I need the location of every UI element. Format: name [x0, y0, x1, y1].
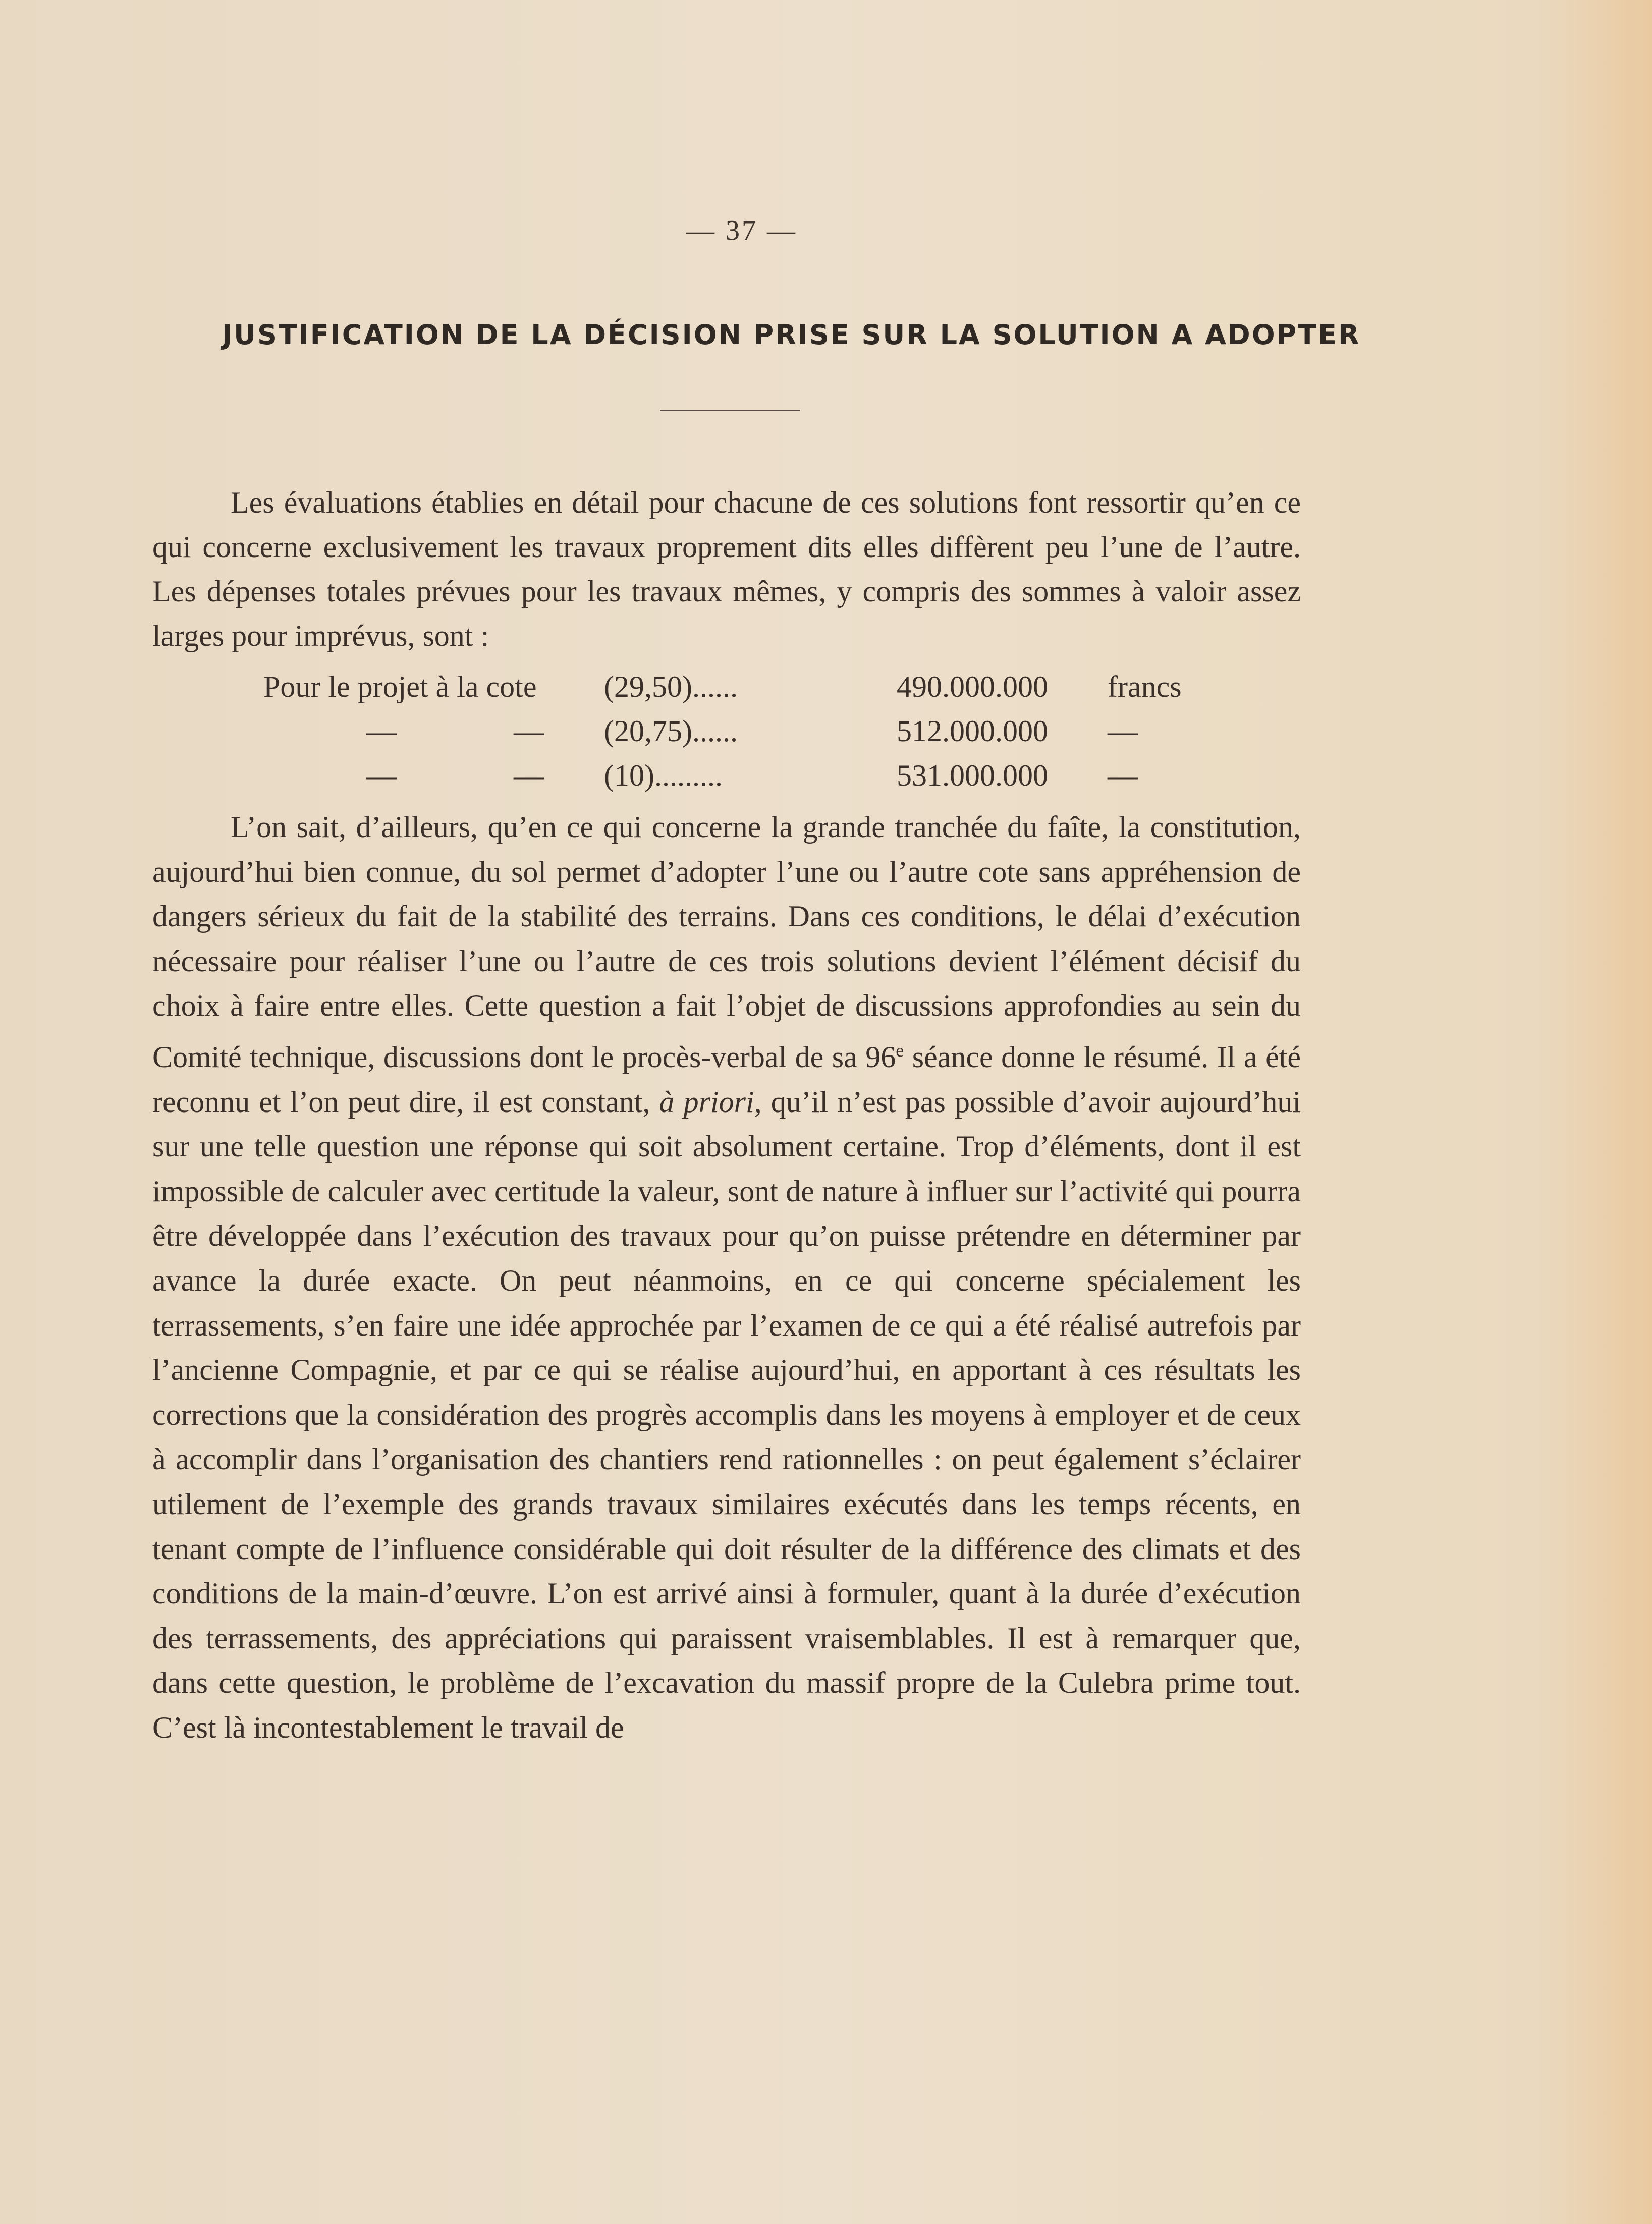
cost-amount: 512.000.000: [897, 714, 1048, 748]
cost-cote: (10).........: [604, 759, 723, 792]
ditto-dash: —: [366, 759, 397, 792]
heading-rule: [660, 410, 800, 411]
cost-row: [151, 709, 1312, 753]
ditto-dash: —: [366, 714, 397, 748]
italic-term: à priori: [659, 1085, 754, 1119]
ditto-dash: —: [514, 759, 544, 792]
text-run: , qu’il n’est pas possible d’avoir aujourd’hui sur une telle question une réponse qui soit absolument certaine. Trop d’éléments, dont il est impossible de calculer avec certitude la valeur, sont de nature à influer sur l’activité qui pourra être développée dans l’exécution des travaux pour qu’on puisse prétendre en déterminer par avance la durée exacte. On peut néanmoins, en ce qui concerne spécialement les terrassements, s’en faire une idée approchée par l’examen de ce qui a été réalisé autrefois par l’ancienne Compagnie, et par ce qui se réalise aujourd’hui, en apportant à ces résultats les corrections que la considération des progrès accomplis dans les moyens à employer et de ceux à accomplir dans l’organisation des chantiers rend rationnelles : on peut également s’éclairer utilement de l’exemple des grands travaux similaires exécutés dans les temps récents, en tenant compte de l’influence considérable qui doit résulter de la différence des climats et des conditions de la main-d’œuvre. L’on est arrivé ainsi à formuler, quant à la durée d’exécution des terrassements, des appréciations qui paraissent vraisemblables. Il est à remarquer que, dans cette question, le problème de l’excavation du massif propre de la Culebra prime tout. C’est là incontestablement le travail de: [152, 1085, 1301, 1744]
cost-amount: 490.000.000: [897, 670, 1048, 703]
cost-cote: (29,50)......: [604, 670, 738, 703]
cost-cote: (20,75)......: [604, 714, 738, 748]
cost-unit: —: [1108, 759, 1138, 792]
cost-row: [151, 664, 1312, 709]
text-run: séance donne le résumé. Il a été reconnu et l’on peut dire, il est constant,: [152, 1040, 1301, 1119]
paragraph-evaluations: [152, 480, 1301, 658]
superscript: e: [896, 1040, 904, 1061]
text-run: L’on sait, d’ailleurs, qu’en ce qui concerne la grande tranchée du faîte, la constitution, aujourd’hui bien connue, du sol permet d’adopter l’une ou l’autre cote sans appréhension de dangers sérieux du fait de la stabilité des terrains. Dans ces conditions, le délai d’exécution nécessaire pour réaliser l’une ou l’autre de ces trois solutions devient l’élément décisif du choix à faire entre elles. Cette question a fait l’objet de discussions approfondies au sein du Comité technique, discussions dont le procès-verbal de sa 96: [152, 810, 1301, 1074]
cost-amount: 531.000.000: [897, 759, 1048, 792]
cost-unit: francs: [1108, 670, 1182, 703]
cost-unit: —: [1108, 714, 1138, 748]
paragraph-text: [152, 805, 1301, 1750]
paragraph-text: Les évaluations établies en détail pour chacune de ces solutions font ressortir qu’en ce qui concerne exclusivement les travaux proprement dits elles diffèrent peu l’une de l’autre. Les dépenses totales prévues pour les travaux mêmes, y compris des sommes à valoir assez larges pour imprévus, sont :: [152, 486, 1301, 652]
paragraph-execution-delay: [152, 805, 1301, 1750]
cost-table: [151, 664, 1312, 798]
cost-label: Pour le projet à la cote: [263, 670, 537, 703]
section-heading: JUSTIFICATION DE LA DÉCISION PRISE SUR LA SOLUTION A ADOPTER: [222, 319, 1361, 351]
ditto-dash: —: [514, 714, 544, 748]
page-number: — 37 —: [686, 215, 797, 246]
cost-row: [151, 753, 1312, 798]
